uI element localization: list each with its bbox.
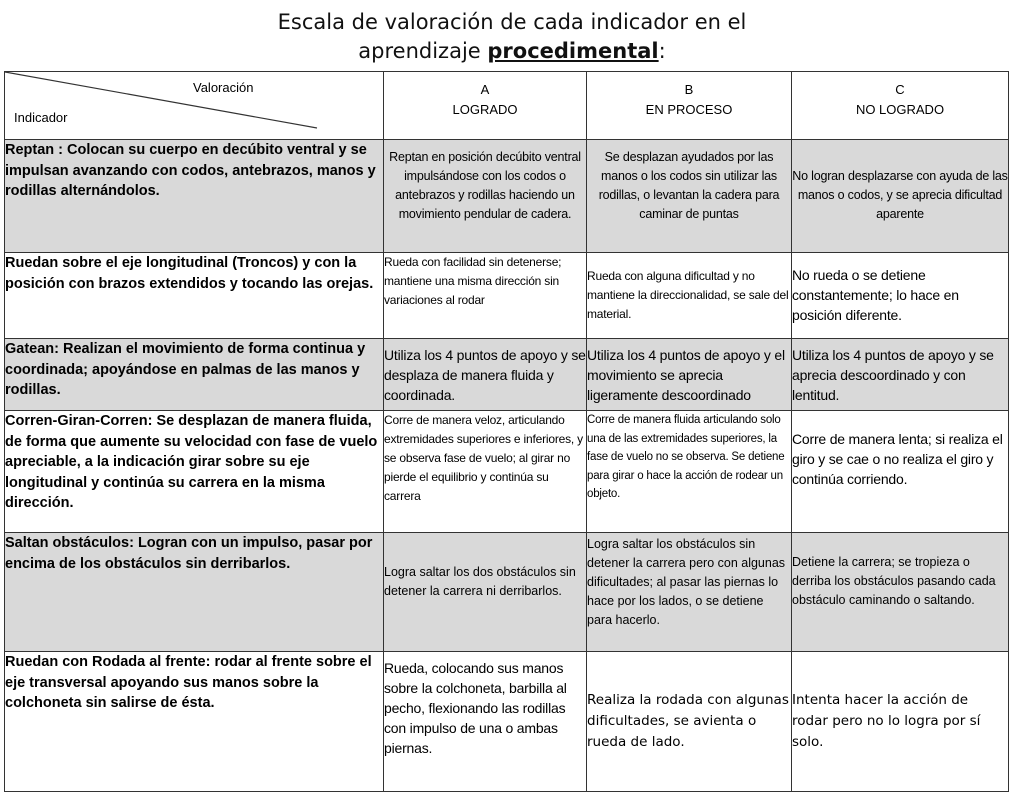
title-prefix: aprendizaje [358, 39, 488, 63]
indicator-cell: Ruedan con Rodada al frente: rodar al frente sobre el eje transversal apoyando sus manos sobre la colchoneta sin salirse de ésta. [5, 652, 384, 792]
level-b-cell: Realiza la rodada con algunas dificultades, se avienta o rueda de lado. [587, 652, 792, 792]
level-a-cell: Logra saltar los dos obstáculos sin detener la carrera ni derribarlos. [384, 533, 587, 652]
header-level-b [587, 72, 792, 140]
level-c-cell: Intenta hacer la acción de rodar pero no lo logra por sí solo. [792, 652, 1009, 792]
table-row [5, 140, 1009, 253]
indicator-cell: Reptan : Colocan su cuerpo en decúbito ventral y se impulsan avanzando con codos, antebrazos, manos y rodillas alternándolos. [5, 140, 384, 253]
level-c-cell: Utiliza los 4 puntos de apoyo y se aprecia descoordinado y con lentitud. [792, 339, 1009, 411]
level-a-cell: Corre de manera veloz, articulando extremidades superiores e inferiores, y se observa fase de vuelo; al girar no pierde el equilibrio y continúa su carrera [384, 411, 587, 533]
level-c-cell: Corre de manera lenta; si realiza el giro y se cae o no realiza el giro y continúa corriendo. [792, 411, 1009, 533]
title-suffix: : [658, 39, 666, 63]
indicator-cell: Gatean: Realizan el movimiento de forma continua y coordinada; apoyándose en palmas de las manos y rodillas. [5, 339, 384, 411]
level-c-cell: No logran desplazarse con ayuda de las manos o codos, y se aprecia dificultad aparente [792, 140, 1009, 253]
page-title [0, 8, 1024, 66]
title-line-2 [0, 37, 1024, 66]
level-a-letter: A [480, 82, 490, 97]
table-row [5, 339, 1009, 411]
table-row [5, 652, 1009, 792]
level-c-cell: No rueda o se detiene constantemente; lo hace en posición diferente. [792, 253, 1009, 339]
header-row [5, 72, 1009, 140]
level-a-cell: Rueda con facilidad sin detenerse; mantiene una misma dirección sin variaciones al rodar [384, 253, 587, 339]
header-valoracion: Valoración [193, 80, 254, 95]
level-c-cell: Detiene la carrera; se tropieza o derriba los obstáculos pasando cada obstáculo caminando o saltando. [792, 533, 1009, 652]
title-line-1: Escala de valoración de cada indicador en el [277, 10, 747, 34]
level-b-label: EN PROCESO [645, 102, 733, 117]
indicator-cell: Corren-Giran-Corren: Se desplazan de manera fluida, de forma que aumente su velocidad con fase de vuelo apreciable, a la indicación girar sobre su eje longitudinal y continúa su carrera en la misma dirección. [5, 411, 384, 533]
indicator-cell: Saltan obstáculos: Logran con un impulso, pasar por encima de los obstáculos sin derribarlos. [5, 533, 384, 652]
table-row [5, 411, 1009, 533]
level-b-cell: Utiliza los 4 puntos de apoyo y el movimiento se aprecia ligeramente descoordinado [587, 339, 792, 411]
header-indicador: Indicador [14, 110, 68, 125]
table-row [5, 253, 1009, 339]
level-a-cell: Reptan en posición decúbito ventral impulsándose con los codos o antebrazos y rodillas haciendo un movimiento pendular de cadera. [384, 140, 587, 253]
level-b-cell: Se desplazan ayudados por las manos o los codos sin utilizar las rodillas, o levantan la cadera para caminar de puntas [587, 140, 792, 253]
level-a-cell: Utiliza los 4 puntos de apoyo y se desplaza de manera fluida y coordinada. [384, 339, 587, 411]
level-b-cell: Rueda con alguna dificultad y no mantiene la direccionalidad, se sale del material. [587, 253, 792, 339]
level-b-cell: Corre de manera fluida articulando solo una de las extremidades superiores, la fase de vuelo no se observa. Se detiene para girar o hace la acción de rodear un objeto. [587, 411, 792, 533]
level-b-cell: Logra saltar los obstáculos sin detener la carrera pero con algunas dificultades; al pasar las piernas lo hace por los lados, o se detiene para hacerlo. [587, 533, 792, 652]
indicator-cell: Ruedan sobre el eje longitudinal (Troncos) y con la posición con brazos extendidos y tocando las orejas. [5, 253, 384, 339]
level-a-cell: Rueda, colocando sus manos sobre la colchoneta, barbilla al pecho, flexionando las rodillas con impulso de una o ambas piernas. [384, 652, 587, 792]
title-underlined: procedimental [487, 39, 659, 63]
header-diagonal-cell [5, 72, 384, 140]
evaluation-table [4, 71, 1009, 792]
header-level-a [384, 72, 587, 140]
level-a-label: LOGRADO [452, 102, 518, 117]
level-c-letter: C [895, 82, 905, 97]
level-b-letter: B [684, 82, 694, 97]
level-c-label: NO LOGRADO [855, 102, 945, 117]
table-row [5, 533, 1009, 652]
header-level-c [792, 72, 1009, 140]
